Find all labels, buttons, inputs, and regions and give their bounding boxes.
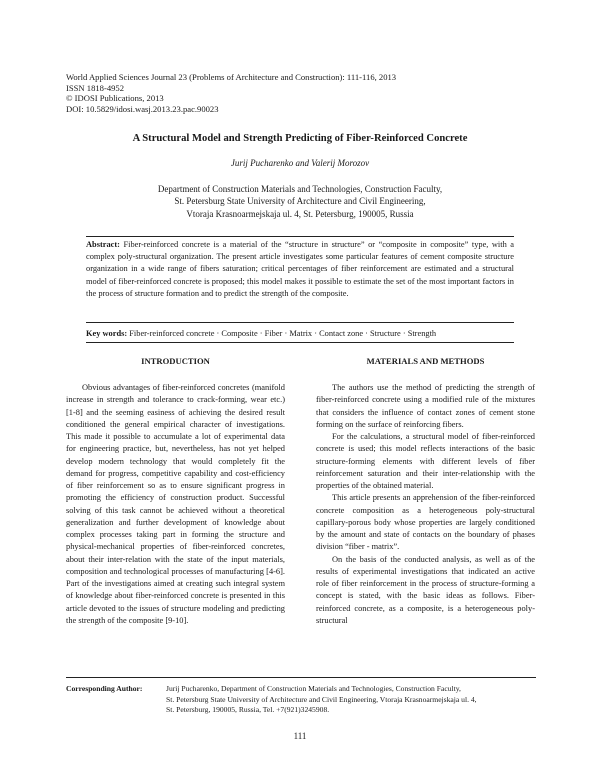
corresponding-line: Jurij Pucharenko, Department of Construction Materials and Technologies, Construction Faculty, (166, 684, 461, 693)
journal-header (66, 72, 536, 114)
paper-authors: Jurij Pucharenko and Valerij Morozov (230, 158, 370, 168)
methods-paragraph: For the calculations, a structural model of fiber-reinforced concrete is used; this model reflects interactions of the basic structure-forming elements with different levels of fiber reinforcement saturation and their inter-relationship with the properties of the obtained material. (316, 432, 535, 490)
author-affiliation (66, 183, 534, 220)
affiliation-line: Department of Construction Materials and Technologies, Construction Faculty, (157, 184, 443, 194)
abstract-top-rule (86, 236, 514, 237)
journal-issn: ISSN 1818-4952 (66, 82, 125, 93)
affiliation-line: St. Petersburg State University of Architecture and Civil Engineering, (174, 196, 426, 207)
journal-copyright: © IDOSI Publications, 2013 (66, 93, 164, 104)
footnote-rule (66, 677, 536, 678)
corresponding-line: St. Petersburg, 190005, Russia, Tel. +7(921)3245908. (166, 705, 330, 715)
journal-citation: World Applied Sciences Journal 23 (Problems of Architecture and Construction): 111-116, 2013 (66, 72, 397, 82)
keywords-text: Fiber-reinforced concrete · Composite · Fiber · Matrix · Contact zone · Structure · Strength (129, 329, 437, 338)
page-number: 111 (293, 731, 307, 741)
journal-doi: DOI: 10.5829/idosi.wasj.2013.23.pac.90023 (66, 103, 219, 114)
affiliation-line: Vtoraja Krasnoarmejskaja ul. 4, St. Petersburg, 190005, Russia (186, 208, 414, 219)
abstract-bottom-rule (86, 322, 514, 323)
corresponding-label: Corresponding Author: (66, 684, 143, 693)
corresponding-details (166, 684, 538, 716)
introduction-paragraph: Obvious advantages of fiber-reinforced concretes (manifold increase in strength and tolerance to crack-forming, wear etc.) [1-8] and the seeming easiness of achieving the desired result conditioned the general empirical character of investigations. This made it possible to accumulate a lot of experimental data for engineering practice, but, nevertheless, has not yet helped develop modern technology that would completely fit the demand for progress, competitive capability and cost-efficiency of fiber reinforcement so as to ensure significant progress in promoting the efficiency of construction product. Successful solving of this task cannot be achieved without a theoretical generalization and further development of knowledge about complex processes taking part in forming the structure and physical-mechanical properties of fiber-reinforced concretes, about their inter-relation with the state of the input materials, composition and technological processes of manufacturing [4-6]. Part of the investigations aimed at creating such integral system of knowledge about fiber-reinforced concrete is presented in this article devoted to the issues of structure modeling and predicting the strength of the composite [9-10]. (66, 383, 285, 625)
abstract-label: Abstract: (86, 240, 120, 249)
keywords-label: Key words: (86, 329, 128, 338)
keywords-bottom-rule (86, 342, 514, 343)
paper-title: A Structural Model and Strength Predicting of Fiber-Reinforced Concrete (132, 133, 468, 144)
introduction-heading: INTRODUCTION (141, 356, 210, 366)
left-column (66, 382, 285, 627)
right-column (316, 382, 535, 627)
methods-paragraph: This article presents an apprehension of the fiber-reinforced concrete composition as a heterogeneous poly-structural capillary-porous body whose properties are largely conditioned by the amount and state of contacts on the boundary of phases division “fiber - matrix”. (316, 493, 535, 552)
methods-paragraph: The authors use the method of predicting the strength of fiber-reinforced concrete using a modified rule of the mixtures that considers the influence of contact zones of cement stone forming on the surface of reinforcing fibers. (316, 383, 535, 429)
abstract-text: Fiber-reinforced concrete is a material of the “structure in structure” or “composite in composite” type, with a complex poly-structural organization. The present article investigates some particular features of cement composite structure organization in a wide range of fibers saturation; critical percentages of fiber reinforcement are estimated and a structural model of fiber-reinforced concrete is proposed; this model makes it possible to estimate the set of the most important factors in the process of structure formation and to predict the strength of the composite. (86, 240, 514, 298)
keywords (86, 329, 514, 338)
corresponding-line: St. Petersburg State University of Architecture and Civil Engineering, Vtoraja Krasnoarmejskaja ul. 4, (166, 694, 477, 704)
methods-paragraph: On the basis of the conducted analysis, as well as of the results of experimental investigations that indicated an active role of fiber reinforcement in the process of structure-forming a concept is stated, with the basic ideas as follows. Fiber-reinforced concrete, as a composite, is a heterogeneous poly-structural (316, 554, 535, 625)
methods-heading: MATERIALS AND METHODS (366, 356, 485, 366)
abstract (86, 239, 514, 300)
